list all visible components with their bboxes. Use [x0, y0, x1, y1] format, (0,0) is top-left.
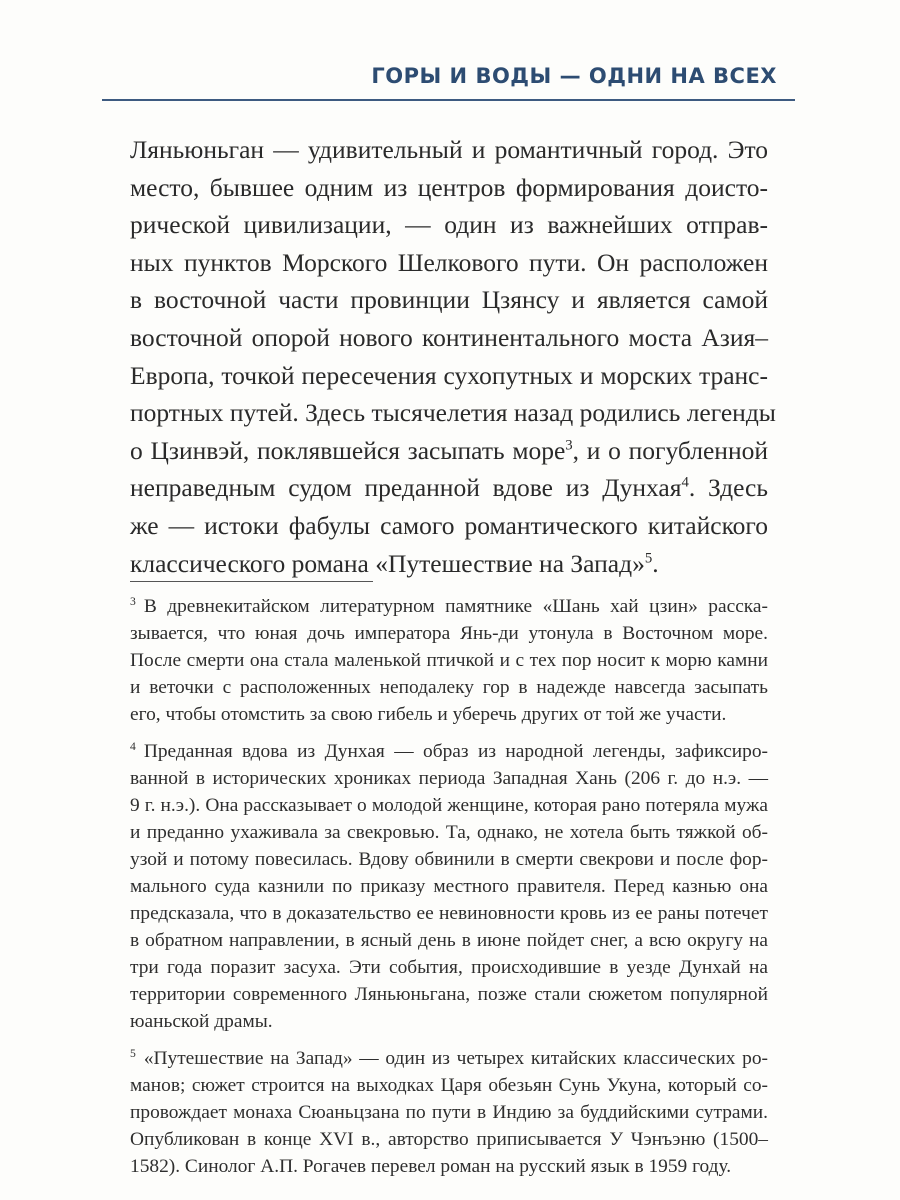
footnote-line: 1582). Синолог А.П. Рогачев перевел роман на русский язык в 1959 году. — [130, 1156, 732, 1177]
footnote-line: его, чтобы отомстить за свою гибель и уберечь других от той же участи. — [130, 704, 727, 725]
footnote-line: три года поразит засуха. Эти события, происходившие в уезде Дунхай на — [130, 957, 768, 978]
footnote-number: 4 — [130, 740, 136, 754]
footnote-line: 9 г. н.э.). Она рассказывает о молодой женщине, которая рано потеряла мужа — [130, 795, 768, 816]
footnote-line — [130, 738, 768, 765]
running-title: ГОРЫ И ВОДЫ — ОДНИ НА ВСЕХ — [371, 64, 777, 88]
text-line: же — истоки фабулы самого романтического китайского — [130, 510, 768, 540]
footnote-line: зывается, что юная дочь императора Янь-ди утонула в Восточном море. — [130, 623, 768, 644]
main-paragraph — [130, 131, 776, 582]
footnote-line: предсказала, что в доказательство ее невиновности кровь из ее раны потечет — [130, 903, 768, 924]
footnote-line: провождает монаха Сюаньцзана по пути в Индию за буддийскими сутрами. — [130, 1102, 768, 1123]
header-rule — [102, 99, 795, 101]
footnote-line: узой и потому повесилась. Вдову обвинили в смерти свекрови и после фор- — [130, 849, 768, 870]
footnote-line: юаньской драмы. — [130, 1011, 273, 1032]
text-line: портных путей. Здесь тысячелетия назад родились легенды — [130, 398, 776, 428]
footnote-line: территории современного Ляньюньгана, позже стали сюжетом популярной — [130, 984, 768, 1005]
footnote-text: «Путешествие на Запад» — один из четырех китайских классических ро- — [143, 1048, 768, 1069]
footnote-3 — [130, 593, 768, 728]
footnote-line: мального суда казнили по приказу местного правителя. Перед казнью она — [130, 876, 768, 897]
footnote-ref-3[interactable]: 3 — [565, 437, 573, 454]
text-segment: о Цзинвэй, поклявшейся засыпать море — [130, 435, 566, 465]
text-line: восточной опорой нового континентального моста Азия– — [130, 322, 768, 352]
footnote-text: В древнекитайском литературном памятнике «Шань хай цзин» расска- — [143, 596, 768, 617]
text-line — [130, 432, 768, 470]
footnote-ref-4[interactable]: 4 — [681, 474, 689, 491]
footnote-line: и преданно ухаживала за свекровью. Та, однако, не хотела быть тяжкой об- — [130, 822, 768, 843]
footnote-text: Преданная вдова из Дунхая — образ из народной легенды, зафиксиро- — [143, 741, 768, 762]
footnote-line: ванной в исторических хрониках периода Западная Хань (206 г. до н.э. — — [130, 768, 768, 789]
footnote-number: 3 — [130, 595, 136, 609]
text-line: классического романа «Путешествие на Запад»$^5$. — [130, 548, 659, 578]
footnote-4 — [130, 738, 768, 1035]
text-segment: классического романа «Путешествие на Запад» — [130, 548, 645, 578]
text-line: место, бывшее одним из центров формирования доисто- — [130, 172, 768, 202]
text-line: в восточной части провинции Цзянсу и является самой — [130, 285, 768, 315]
footnote-line: и веточки с расположенных неподалеку гор в надежде навсегда засыпать — [130, 677, 768, 698]
text-line: рической цивилизации, — один из важнейших отправ- — [130, 210, 768, 240]
footnote-number: 5 — [130, 1047, 136, 1061]
text-line — [130, 469, 768, 507]
text-segment: , и о погубленной — [572, 435, 768, 465]
footnote-line — [130, 1045, 768, 1072]
text-segment: неправедным судом преданной вдове из Дунхая — [130, 473, 682, 503]
text-segment: . Здесь — [688, 473, 768, 503]
footnote-line: Опубликован в конце XVI в., авторство приписывается У Чэнъэню (1500– — [130, 1129, 768, 1150]
footnotes — [130, 593, 768, 1190]
footnote-line: манов; сюжет строится на выходках Царя обезьян Сунь Укуна, который со- — [130, 1075, 768, 1096]
footnote-ref-5[interactable]: 5 — [644, 549, 653, 566]
text-line: Европа, точкой пересечения сухопутных и морских транс- — [130, 360, 768, 390]
footnote-separator — [130, 581, 373, 582]
text-line: Ляньюньган — удивительный и романтичный город. Это — [130, 135, 768, 164]
footnote-line: После смерти она стала маленькой птичкой и с тех пор носит к морю камни — [130, 650, 768, 671]
footnote-5 — [130, 1045, 768, 1180]
text-line: ных пунктов Морского Шелкового пути. Он расположен — [130, 247, 768, 277]
footnote-line — [130, 593, 768, 620]
footnote-line: в обратном направлении, в ясный день в июне пойдет снег, а всю округу на — [130, 930, 768, 951]
